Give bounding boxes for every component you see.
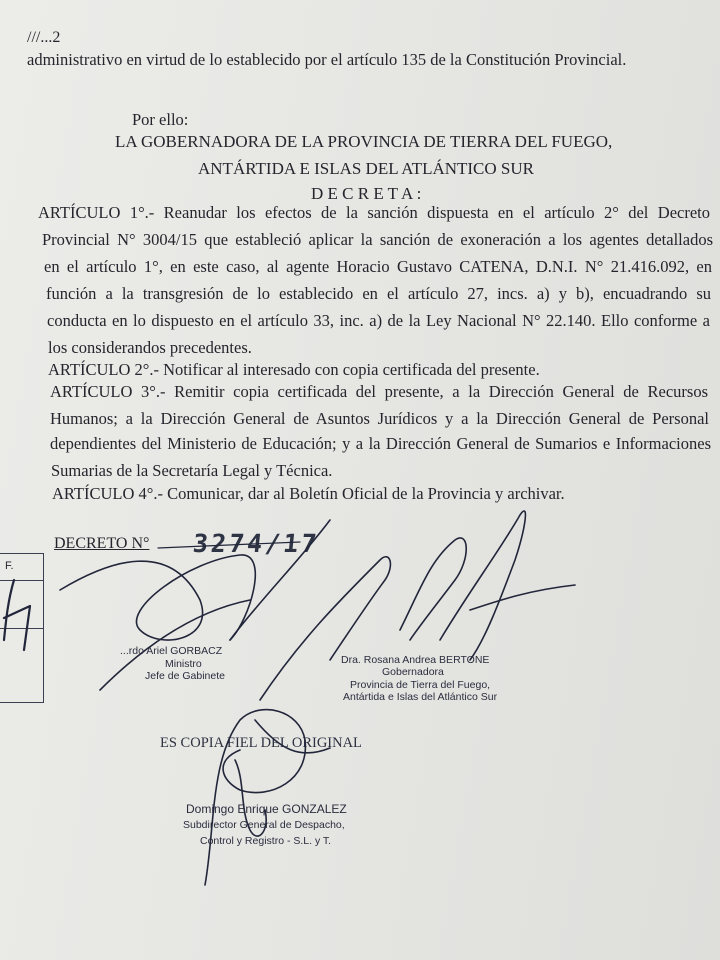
decreto-label: DECRETO N° <box>54 535 150 552</box>
article-2: ARTÍCULO 2°.- Notificar al interesado con copia certificada del presente. <box>48 360 540 379</box>
governor-title: Antártida e Islas del Atlántico Sur <box>343 691 498 703</box>
article-1-line: ARTÍCULO 1°.- Reanudar los efectos de la sanción dispuesta en el artículo 2° del Decreto <box>38 203 710 222</box>
article-3-line: ARTÍCULO 3°.- Remitir copia certificada del presente, a la Dirección General de Recursos <box>50 382 708 401</box>
article-1-line: función a la transgresión de lo establecido en el artículo 27, incs. a) y b), encuadrando su <box>46 284 711 303</box>
authority-line-2: ANTÁRTIDA E ISLAS DEL ATLÁNTICO SUR <box>198 159 534 178</box>
copy-stamp: ES COPIA FIEL DEL ORIGINAL <box>160 735 362 751</box>
article-1-line: en el artículo 1°, en este caso, al agente Horacio Gustavo CATENA, D.N.I. N° 21.416.092, en <box>44 257 712 276</box>
article-3-line: dependientes del Ministerio de Educación; y a la Dirección General de Sumarios e Informaciones <box>50 434 711 453</box>
article-1-line: los considerandos precedentes. <box>48 338 252 357</box>
article-3-line: Humanos; a la Dirección General de Asuntos Jurídicos y a la Dirección General de Personal <box>50 409 709 428</box>
official-name: Domingo Enrique GONZALEZ <box>186 802 347 816</box>
article-4: ARTÍCULO 4°.- Comunicar, dar al Boletín Oficial de la Provincia y archivar. <box>52 484 565 503</box>
authority-line-1: LA GOBERNADORA DE LA PROVINCIA DE TIERRA DEL FUEGO, <box>115 132 613 151</box>
official-title: Subdirector General de Despacho, <box>183 819 345 831</box>
official-title: Control y Registro - S.L. y T. <box>200 835 332 847</box>
por-ello: Por ello: <box>132 110 189 129</box>
margin-stamp-label: F. <box>5 560 14 572</box>
article-1-line: conducta en lo dispuesto en el artículo 33, inc. a) de la Ley Nacional N° 22.140. Ello conforme a <box>47 311 710 330</box>
intro-line: administrativo en virtud de lo establecido por el artículo 135 de la Constitución Provincial. <box>27 50 627 69</box>
minister-name: ...rdo Ariel GORBACZ <box>120 645 223 657</box>
decreto-number: 3274/17 <box>191 529 321 558</box>
governor-name: Dra. Rosana Andrea BERTONE <box>341 654 490 666</box>
decreta-heading: D E C R E T A : <box>311 184 422 203</box>
governor-title: Gobernadora <box>382 666 444 678</box>
article-3-line: Sumarias de la Secretaría Legal y Técnica. <box>51 461 333 480</box>
page-reference: ///...2 <box>27 29 61 46</box>
governor-title: Provincia de Tierra del Fuego, <box>350 679 491 691</box>
minister-title: Jefe de Gabinete <box>145 670 225 682</box>
minister-title: Ministro <box>165 658 202 670</box>
article-1-line: Provincial N° 3004/15 que estableció aplicar la sanción de exoneración a los agentes detallados <box>42 230 713 249</box>
